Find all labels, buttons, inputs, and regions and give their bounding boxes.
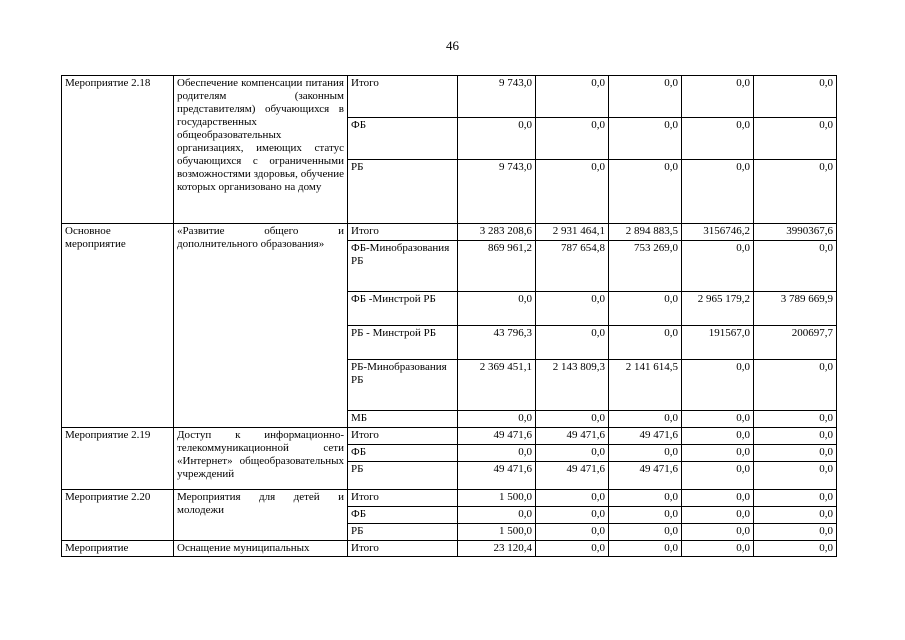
- description-cell: Обеспечение компенсации питания родителям (законным представителям) обучающихся в государственных общеобразовательных организациях, имеющих статус обучающихся с ограниченными возможностями здоровья, обучение которых организовано на дому: [174, 76, 348, 224]
- amount-cell: 3990367,6: [754, 224, 837, 241]
- amount-cell: 0,0: [609, 411, 682, 428]
- amount-cell: 0,0: [536, 160, 609, 224]
- amount-cell: 49 471,6: [609, 428, 682, 445]
- amount-cell: 0,0: [536, 118, 609, 160]
- amount-cell: 0,0: [536, 292, 609, 326]
- amount-cell: 0,0: [754, 411, 837, 428]
- amount-cell: 0,0: [609, 524, 682, 541]
- amount-cell: 3156746,2: [682, 224, 754, 241]
- table-row: [62, 428, 837, 445]
- description-cell: Доступ к информационно-телекоммуникационной сети «Интернет» общеобразовательных учреждений: [174, 428, 348, 490]
- amount-cell: 0,0: [609, 160, 682, 224]
- table-row: [62, 541, 837, 557]
- amount-cell: 0,0: [682, 76, 754, 118]
- amount-cell: 0,0: [682, 360, 754, 411]
- amount-cell: 0,0: [682, 541, 754, 557]
- funding-source-cell: ФБ-Минобразования РБ: [348, 241, 458, 292]
- amount-cell: 2 143 809,3: [536, 360, 609, 411]
- amount-cell: 0,0: [609, 326, 682, 360]
- amount-cell: 1 500,0: [458, 490, 536, 507]
- amount-cell: 0,0: [754, 541, 837, 557]
- amount-cell: 0,0: [754, 445, 837, 462]
- amount-cell: 0,0: [682, 411, 754, 428]
- table-row: [62, 76, 837, 118]
- funding-source-cell: Итого: [348, 541, 458, 557]
- table-row: [62, 224, 837, 241]
- amount-cell: 0,0: [458, 118, 536, 160]
- amount-cell: 0,0: [609, 118, 682, 160]
- amount-cell: 0,0: [754, 462, 837, 490]
- amount-cell: 1 500,0: [458, 524, 536, 541]
- funding-source-cell: ФБ -Минстрой РБ: [348, 292, 458, 326]
- amount-cell: 0,0: [754, 428, 837, 445]
- amount-cell: 2 965 179,2: [682, 292, 754, 326]
- amount-cell: 49 471,6: [536, 462, 609, 490]
- amount-cell: 3 789 669,9: [754, 292, 837, 326]
- funding-source-cell: ФБ: [348, 507, 458, 524]
- amount-cell: 9 743,0: [458, 76, 536, 118]
- funding-source-cell: Итого: [348, 224, 458, 241]
- amount-cell: 0,0: [754, 524, 837, 541]
- amount-cell: 9 743,0: [458, 160, 536, 224]
- funding-source-cell: ФБ: [348, 118, 458, 160]
- funding-source-cell: Итого: [348, 76, 458, 118]
- amount-cell: 191567,0: [682, 326, 754, 360]
- amount-cell: 0,0: [536, 76, 609, 118]
- amount-cell: 753 269,0: [609, 241, 682, 292]
- amount-cell: 0,0: [754, 490, 837, 507]
- table-body: [62, 76, 837, 557]
- amount-cell: 0,0: [754, 118, 837, 160]
- amount-cell: 2 141 614,5: [609, 360, 682, 411]
- amount-cell: 3 283 208,6: [458, 224, 536, 241]
- funding-source-cell: РБ: [348, 524, 458, 541]
- amount-cell: 0,0: [458, 507, 536, 524]
- amount-cell: 0,0: [609, 76, 682, 118]
- amount-cell: 49 471,6: [458, 462, 536, 490]
- amount-cell: 0,0: [536, 411, 609, 428]
- description-cell: Мероприятия для детей и молодежи: [174, 490, 348, 541]
- funding-source-cell: ФБ: [348, 445, 458, 462]
- amount-cell: 2 894 883,5: [609, 224, 682, 241]
- amount-cell: 0,0: [754, 360, 837, 411]
- funding-source-cell: Итого: [348, 490, 458, 507]
- amount-cell: 0,0: [609, 507, 682, 524]
- funding-source-cell: РБ - Минстрой РБ: [348, 326, 458, 360]
- amount-cell: 43 796,3: [458, 326, 536, 360]
- amount-cell: 0,0: [754, 507, 837, 524]
- amount-cell: 0,0: [458, 445, 536, 462]
- amount-cell: 2 931 464,1: [536, 224, 609, 241]
- amount-cell: 49 471,6: [609, 462, 682, 490]
- amount-cell: 0,0: [536, 490, 609, 507]
- amount-cell: 0,0: [609, 541, 682, 557]
- funding-source-cell: РБ: [348, 462, 458, 490]
- amount-cell: 0,0: [609, 445, 682, 462]
- amount-cell: 0,0: [682, 462, 754, 490]
- amount-cell: 2 369 451,1: [458, 360, 536, 411]
- amount-cell: 0,0: [536, 445, 609, 462]
- amount-cell: 0,0: [754, 160, 837, 224]
- amount-cell: 0,0: [754, 241, 837, 292]
- amount-cell: 0,0: [609, 490, 682, 507]
- event-cell: Мероприятие 2.19: [62, 428, 174, 490]
- amount-cell: 0,0: [682, 507, 754, 524]
- amount-cell: 0,0: [682, 428, 754, 445]
- amount-cell: 200697,7: [754, 326, 837, 360]
- amount-cell: 0,0: [458, 411, 536, 428]
- description-cell: Оснащение муниципальных: [174, 541, 348, 557]
- funding-source-cell: Итого: [348, 428, 458, 445]
- amount-cell: 0,0: [682, 445, 754, 462]
- amount-cell: 0,0: [682, 490, 754, 507]
- amount-cell: 23 120,4: [458, 541, 536, 557]
- amount-cell: 869 961,2: [458, 241, 536, 292]
- amount-cell: 0,0: [536, 524, 609, 541]
- amount-cell: 0,0: [682, 241, 754, 292]
- amount-cell: 0,0: [536, 326, 609, 360]
- budget-table: [61, 75, 837, 557]
- funding-source-cell: РБ: [348, 160, 458, 224]
- amount-cell: 0,0: [609, 292, 682, 326]
- amount-cell: 787 654,8: [536, 241, 609, 292]
- amount-cell: 0,0: [536, 507, 609, 524]
- amount-cell: 0,0: [682, 118, 754, 160]
- amount-cell: 0,0: [458, 292, 536, 326]
- table-row: [62, 490, 837, 507]
- description-cell: «Развитие общего и дополнительного образования»: [174, 224, 348, 428]
- event-cell: Мероприятие 2.20: [62, 490, 174, 541]
- funding-source-cell: МБ: [348, 411, 458, 428]
- amount-cell: 0,0: [682, 524, 754, 541]
- event-cell: Основное мероприятие: [62, 224, 174, 428]
- event-cell: Мероприятие 2.18: [62, 76, 174, 224]
- funding-source-cell: РБ-Минобразования РБ: [348, 360, 458, 411]
- amount-cell: 49 471,6: [536, 428, 609, 445]
- amount-cell: 0,0: [536, 541, 609, 557]
- amount-cell: 0,0: [754, 76, 837, 118]
- amount-cell: 0,0: [682, 160, 754, 224]
- event-cell: Мероприятие: [62, 541, 174, 557]
- page-number: 46: [446, 38, 459, 53]
- amount-cell: 49 471,6: [458, 428, 536, 445]
